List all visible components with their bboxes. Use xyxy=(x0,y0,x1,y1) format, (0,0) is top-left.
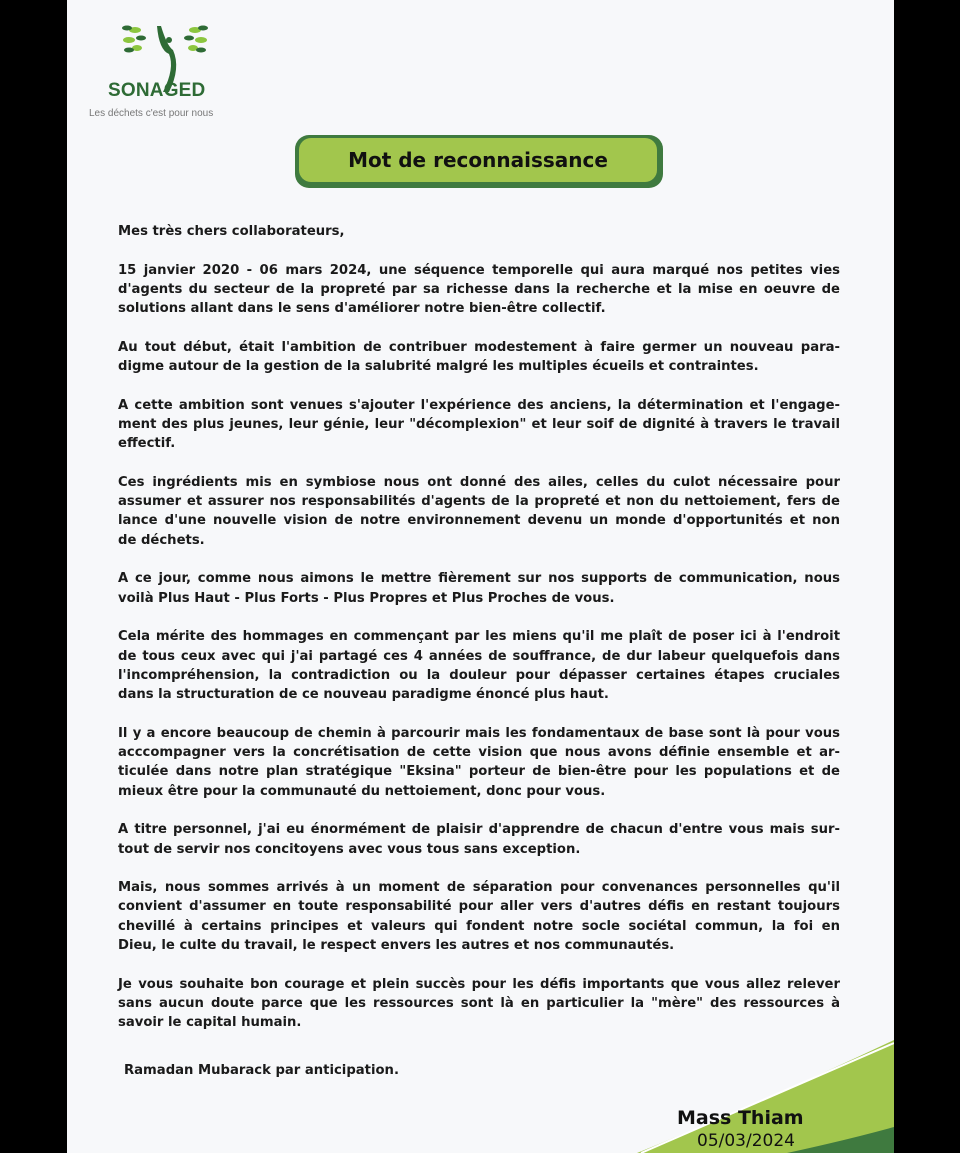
brand-tagline: Les déchets c'est pour nous xyxy=(89,108,214,119)
text-line: Je vous souhaite bon courage et plein succès pour les défis importants que vous allez relever xyxy=(118,976,840,992)
text-line: assumer et assurer nos responsabilités d'agents de la propreté et non du nettoiement, fers de xyxy=(118,494,840,510)
text-line: Mais, nous sommes arrivés à un moment de séparation pour convenances personnelles qu'il xyxy=(118,880,840,896)
text-line: Dieu, le culte du travail, le respect envers les autres et nos communautés. xyxy=(118,937,675,953)
text-line: solutions allant dans le sens d'améliorer notre bien-être collectif. xyxy=(118,301,606,317)
closing-line: Ramadan Mubarack par anticipation. xyxy=(124,1063,399,1078)
text-line: sans aucun doute parce que les ressources sont là en particulier la "mère" des ressources à xyxy=(118,995,840,1011)
text-line: A cette ambition sont venues s'ajouter l'expérience des anciens, la détermination et l'engage- xyxy=(118,397,840,413)
text-line: mieux être pour la communauté du nettoiement, donc pour vous. xyxy=(118,783,606,799)
letter-page xyxy=(67,0,894,1153)
page-title: Mot de reconnaissance xyxy=(348,148,608,172)
text-line: d'agents du secteur de la propreté par sa richesse dans la recherche et la mise en oeuvre de xyxy=(118,281,840,297)
text-line: 15 janvier 2020 - 06 mars 2024, une séquence temporelle qui aura marqué nos petites vies xyxy=(118,262,840,278)
text-line: dans la structuration de ce nouveau paradigme énoncé plus haut. xyxy=(118,687,609,703)
text-line: tout de servir nos concitoyens avec vous tous sans exception. xyxy=(118,841,581,857)
text-line: Il y a encore beaucoup de chemin à parcourir mais les fondamentaux de base sont là pour vous xyxy=(118,725,840,741)
text-line: acccompagner vers la concrétisation de cette vision que nous avons définie ensemble et ar- xyxy=(118,745,840,761)
text-line: Au tout début, était l'ambition de contribuer modestement à faire germer un nouveau para- xyxy=(118,339,840,355)
brand-name: SONAGED xyxy=(108,80,206,101)
text-line: de tous ceux avec qui j'ai partagé ces 4 années de souffrance, de dur labeur quelquefois dans xyxy=(118,648,840,664)
text-line: chevillé à certains principes et valeurs qui fondent notre socle sociétal commun, la foi en xyxy=(118,918,840,934)
text-line: Cela mérite des hommages en commençant par les miens qu'il me plaît de poser ici à l'endroit xyxy=(118,629,840,645)
decorative-wave-icon xyxy=(67,0,894,1153)
text-line: l'incompréhension, la contradiction ou la douleur pour dépasser certaines étapes cruciales xyxy=(118,667,840,683)
text-line: lance d'une nouvelle vision de notre environnement devenu un monde d'opportunités et non xyxy=(118,513,840,529)
signature-date: 05/03/2024 xyxy=(697,1131,795,1151)
signature-name: Mass Thiam xyxy=(677,1107,804,1129)
text-line: voilà Plus Haut - Plus Forts - Plus Propres et Plus Proches de vous. xyxy=(118,590,615,606)
text-line: effectif. xyxy=(118,436,176,452)
text-line: Mes très chers collaborateurs, xyxy=(118,224,345,239)
text-line: digme autour de la gestion de la salubrité malgré les multiples écueils et contraintes. xyxy=(118,359,759,375)
text-line: ticulée dans notre plan stratégique "Eksina" porteur de bien-être pour les populations et de xyxy=(118,764,840,780)
text-line: de déchets. xyxy=(118,532,205,548)
text-line: A ce jour, comme nous aimons le mettre fièrement sur nos supports de communication, nous xyxy=(118,571,840,587)
text-line: ment des plus jeunes, leur génie, leur "décomplexion" et leur soif de dignité à travers le travail xyxy=(118,416,840,432)
text-line: Ces ingrédients mis en symbiose nous ont donné des ailes, celles du culot nécessaire pour xyxy=(118,474,840,490)
text-line: savoir le capital humain. xyxy=(118,1015,302,1031)
text-line: A titre personnel, j'ai eu énormément de plaisir d'apprendre de chacun d'entre vous mais sur- xyxy=(118,822,840,838)
text-line: convient d'assumer en toute responsabilité pour aller vers d'autres défis en restant toujours xyxy=(118,899,840,915)
